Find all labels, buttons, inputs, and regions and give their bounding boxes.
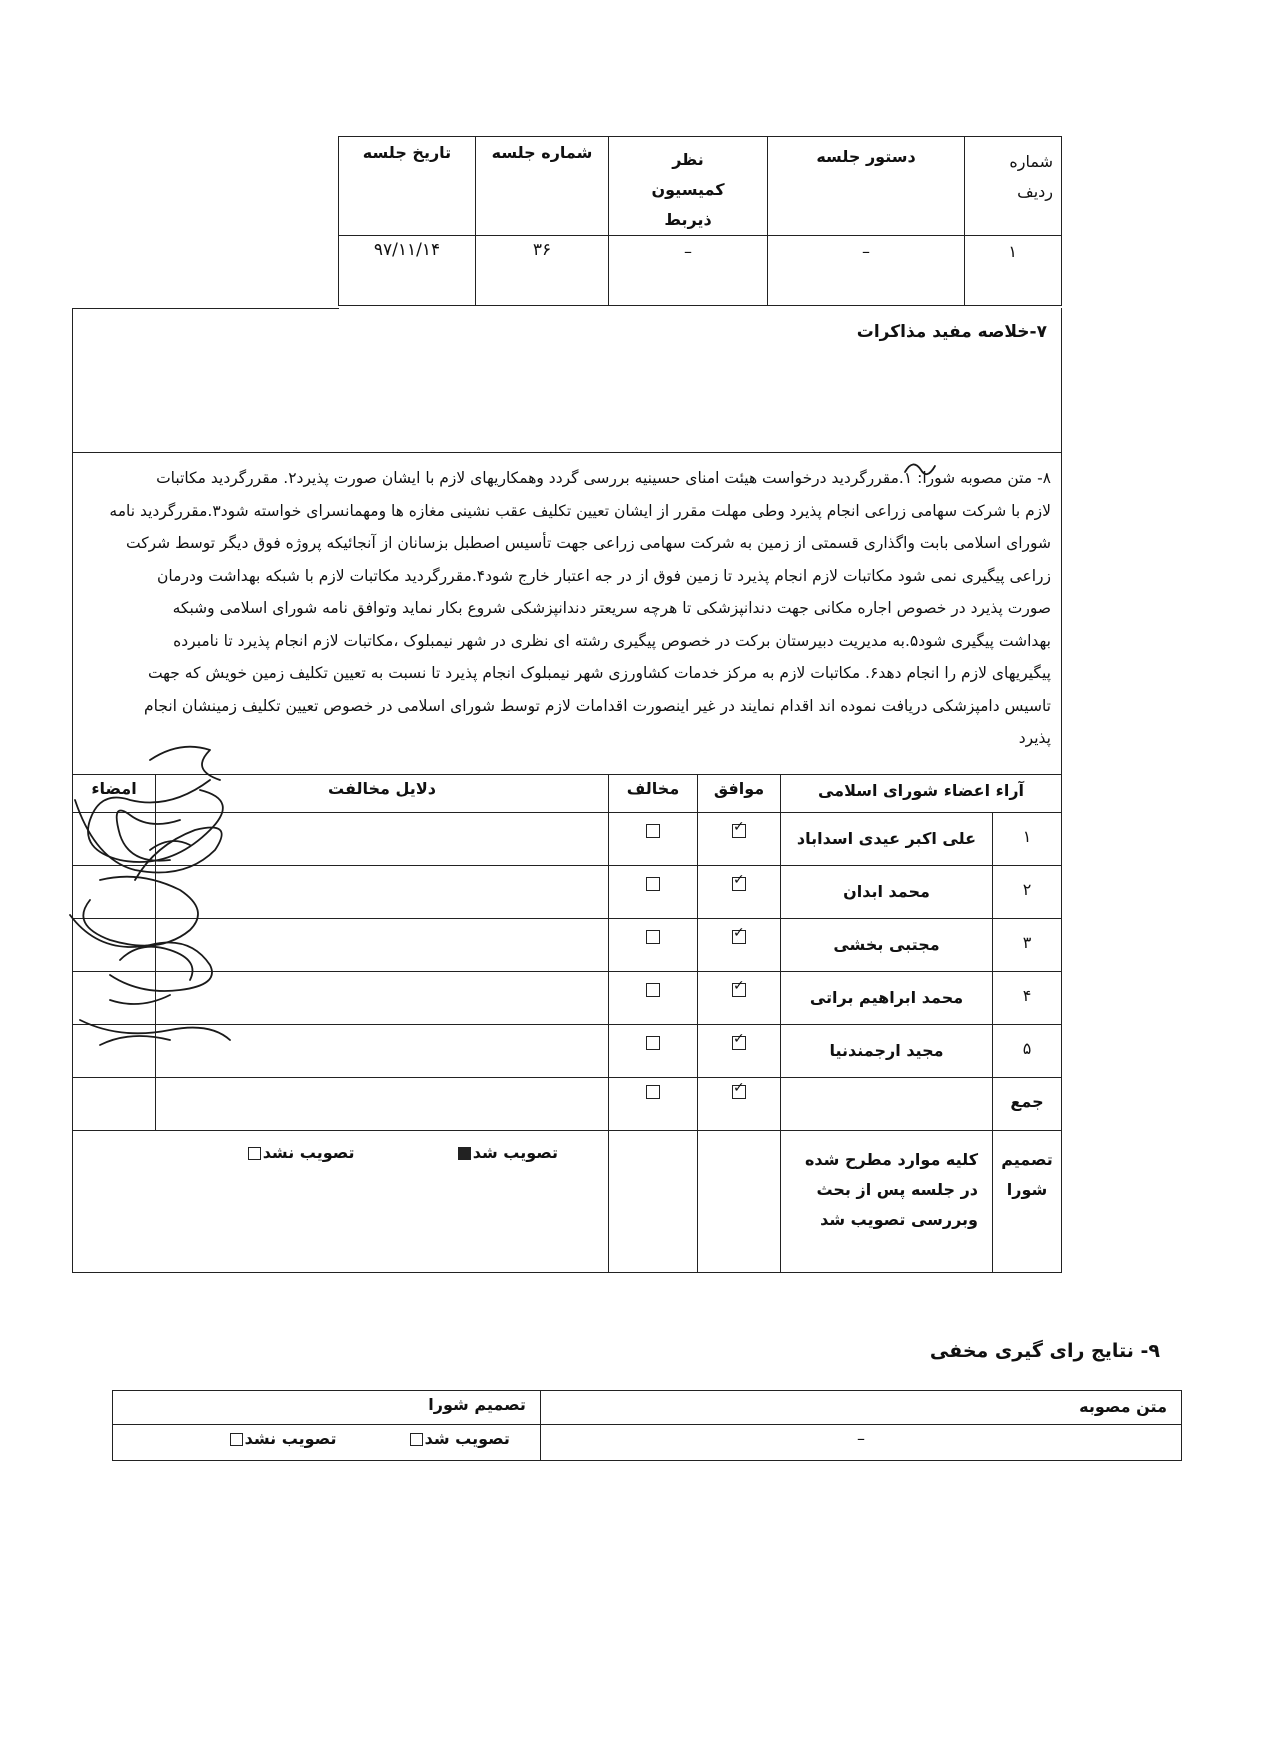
member-row bbox=[73, 1025, 1062, 1078]
resolution-line: لازم با شرکت سهامی زراعی انجام پذیرد وطی مهلت مقرر از ایشان تعیین تکلیف عقب نشینی مغازه ها ومهمانسرای خواسته شود۳.مقررگردید نامه bbox=[109, 501, 1051, 520]
decision-agree-cell bbox=[698, 1131, 781, 1273]
signature-cell bbox=[73, 866, 156, 919]
row-number-cell: ۱ bbox=[965, 236, 1062, 306]
reasons-cell bbox=[156, 972, 609, 1025]
disagree-checkbox[interactable] bbox=[646, 824, 660, 838]
section7-title: ۷-خلاصه مفید مذاکرات bbox=[856, 322, 1047, 342]
disagree-cell bbox=[609, 866, 698, 919]
decision-label-cell: تصمیم شورا bbox=[993, 1131, 1062, 1273]
col-row-header: شماره ردیف bbox=[965, 137, 1062, 236]
member-number: ۵ bbox=[993, 1025, 1062, 1078]
member-name: علی اکبر عیدی اسداباد bbox=[781, 813, 993, 866]
agenda-cell: – bbox=[768, 236, 965, 306]
agree-checkbox[interactable] bbox=[732, 930, 746, 944]
decision-disagree-cell bbox=[609, 1131, 698, 1273]
resolution-line: ۸- متن مصوبه شورا: ۱.مقررگردید درخواست هیئت امنای حسینیه بررسی گردد وهمکاریهای لازم با ایشان صورت پذیرد۲. مقررگردید مکاتبات bbox=[156, 469, 1051, 487]
not-approved-option[interactable]: تصویب نشد bbox=[246, 1143, 355, 1162]
resolution-line: پذیرد bbox=[1018, 729, 1051, 747]
section8-text bbox=[73, 452, 1061, 755]
disagree-checkbox[interactable] bbox=[646, 877, 660, 891]
disagree-checkbox[interactable] bbox=[646, 1036, 660, 1050]
decision-options-cell bbox=[113, 1425, 541, 1461]
col-disagree-header: مخالف bbox=[609, 775, 698, 813]
resolution-line: صورت پذیرد در خصوص اجاره مکانی جهت دندانپزشکی تا هرچه سریعتر دندانپزشکی شروع بکار نماید وتوافق نامه شورای اسلامی وشبکه bbox=[172, 599, 1051, 617]
approved-option[interactable]: تصویب شد bbox=[408, 1429, 510, 1448]
col-resolution-header: متن مصوبه bbox=[540, 1391, 1181, 1425]
agree-cell bbox=[698, 972, 781, 1025]
approved-option[interactable]: تصویب شد bbox=[456, 1143, 558, 1162]
session-no-cell: ۳۶ bbox=[476, 236, 609, 306]
member-row bbox=[73, 813, 1062, 866]
agree-cell bbox=[698, 919, 781, 972]
resolution-line: پیگیریهای لازم را انجام دهد۶. مکاتبات لازم به مرکز خدمات کشاورزی شهر نیمبلوک انجام پذیرد تا نسبت به تعیین تکلیف زمین خویش که جهت bbox=[147, 664, 1051, 682]
agree-checkbox[interactable] bbox=[732, 983, 746, 997]
member-row bbox=[73, 866, 1062, 919]
signature-cell bbox=[73, 1025, 156, 1078]
section7-box bbox=[72, 308, 1062, 453]
reasons-cell bbox=[156, 1025, 609, 1078]
resolution-line: تاسیس دامپزشکی دریافت نموده اند اقدام نمایند در غیر اینصورت اقدامات لازم توسط شورای اسلامی در خصوص تعیین تکلیف زمینشان انجام bbox=[144, 696, 1051, 715]
not-approved-checkbox[interactable] bbox=[230, 1433, 243, 1446]
agree-checkbox[interactable] bbox=[732, 1036, 746, 1050]
member-row bbox=[73, 972, 1062, 1025]
disagree-cell bbox=[609, 919, 698, 972]
disagree-checkbox[interactable] bbox=[646, 1085, 660, 1099]
col-signature-header: امضاء bbox=[73, 775, 156, 813]
agree-checkbox[interactable] bbox=[732, 877, 746, 891]
signature-cell bbox=[73, 919, 156, 972]
section7-top-border bbox=[72, 308, 339, 309]
reasons-cell bbox=[156, 1078, 609, 1131]
secret-vote-table bbox=[112, 1390, 1182, 1461]
reasons-cell bbox=[156, 919, 609, 972]
not-approved-option[interactable]: تصویب نشد bbox=[228, 1429, 337, 1448]
not-approved-checkbox[interactable] bbox=[248, 1147, 261, 1160]
member-name: محمد ابراهیم براتی bbox=[781, 972, 993, 1025]
col-decision-header: تصمیم شورا bbox=[113, 1391, 541, 1425]
disagree-cell bbox=[609, 1078, 698, 1131]
agree-cell bbox=[698, 813, 781, 866]
member-name: محمد ابدان bbox=[781, 866, 993, 919]
member-number: ۴ bbox=[993, 972, 1062, 1025]
session-date-cell: ۹۷/۱۱/۱۴ bbox=[339, 236, 476, 306]
resolution-line: شورای اسلامی بابت واگذاری قسمتی از زمین به شرکت سهامی زراعی جهت تأسیس اصطبل بزسانان از آنجائیکه پروژه فوق دیگر توسط شرکت bbox=[126, 534, 1051, 552]
col-commission-header: نظر کمیسیون ذیربط bbox=[609, 137, 768, 236]
agree-cell bbox=[698, 1025, 781, 1078]
signature-cell bbox=[73, 813, 156, 866]
member-number: ۱ bbox=[993, 813, 1062, 866]
commission-cell: – bbox=[609, 236, 768, 306]
member-row bbox=[73, 919, 1062, 972]
agree-cell bbox=[698, 866, 781, 919]
disagree-checkbox[interactable] bbox=[646, 930, 660, 944]
disagree-checkbox[interactable] bbox=[646, 983, 660, 997]
col-members-header: آراء اعضاء شورای اسلامی bbox=[781, 775, 1062, 813]
disagree-cell bbox=[609, 813, 698, 866]
disagree-cell bbox=[609, 972, 698, 1025]
signature-cell bbox=[73, 972, 156, 1025]
col-agenda-header: دستور جلسه bbox=[768, 137, 965, 236]
votes-table bbox=[72, 774, 1062, 1273]
section9-title: ۹- نتایج رای گیری مخفی bbox=[929, 1340, 1160, 1362]
signature-cell bbox=[73, 1078, 156, 1131]
session-header-table bbox=[338, 136, 1062, 306]
member-name: مجتبی بخشی bbox=[781, 919, 993, 972]
resolution-cell: – bbox=[540, 1425, 1181, 1461]
section8-box bbox=[72, 452, 1062, 774]
member-name: مجید ارجمندنیا bbox=[781, 1025, 993, 1078]
agree-checkbox[interactable] bbox=[732, 1085, 746, 1099]
agree-checkbox[interactable] bbox=[732, 824, 746, 838]
resolution-line: زراعی پیگیری نمی شود مکاتبات لازم انجام پذیرد تا زمین فوق از در جه اعتبار خارج شود۴.مقررگردید مکاتبات لازم با شبکه بهداشت ودرمان bbox=[157, 566, 1051, 585]
disagree-cell bbox=[609, 1025, 698, 1078]
decision-text-cell: کلیه موارد مطرح شده در جلسه پس از بحث وبررسی تصویب شد bbox=[781, 1131, 993, 1273]
approved-checkbox[interactable] bbox=[410, 1433, 423, 1446]
total-row bbox=[73, 1078, 1062, 1131]
col-agree-header: موافق bbox=[698, 775, 781, 813]
col-session-no-header: شماره جلسه bbox=[476, 137, 609, 236]
total-empty-cell bbox=[781, 1078, 993, 1131]
col-session-date-header: تاریخ جلسه bbox=[339, 137, 476, 236]
agree-cell bbox=[698, 1078, 781, 1131]
approved-checkbox[interactable] bbox=[458, 1147, 471, 1160]
total-label-cell: جمع bbox=[993, 1078, 1062, 1131]
reasons-cell bbox=[156, 866, 609, 919]
resolution-line: بهداشت پیگیری شود۵.به مدیریت دبیرستان برکت در خصوص پیگیری رشته ای نظری در شهر نیمبلوک ،مکاتبات لازم انجام پذیرد تا نامبرده bbox=[173, 631, 1051, 650]
member-number: ۳ bbox=[993, 919, 1062, 972]
col-reasons-header: دلایل مخالفت bbox=[156, 775, 609, 813]
decision-row bbox=[73, 1131, 1062, 1273]
member-number: ۲ bbox=[993, 866, 1062, 919]
reasons-cell bbox=[156, 813, 609, 866]
decision-options-cell bbox=[73, 1131, 609, 1273]
